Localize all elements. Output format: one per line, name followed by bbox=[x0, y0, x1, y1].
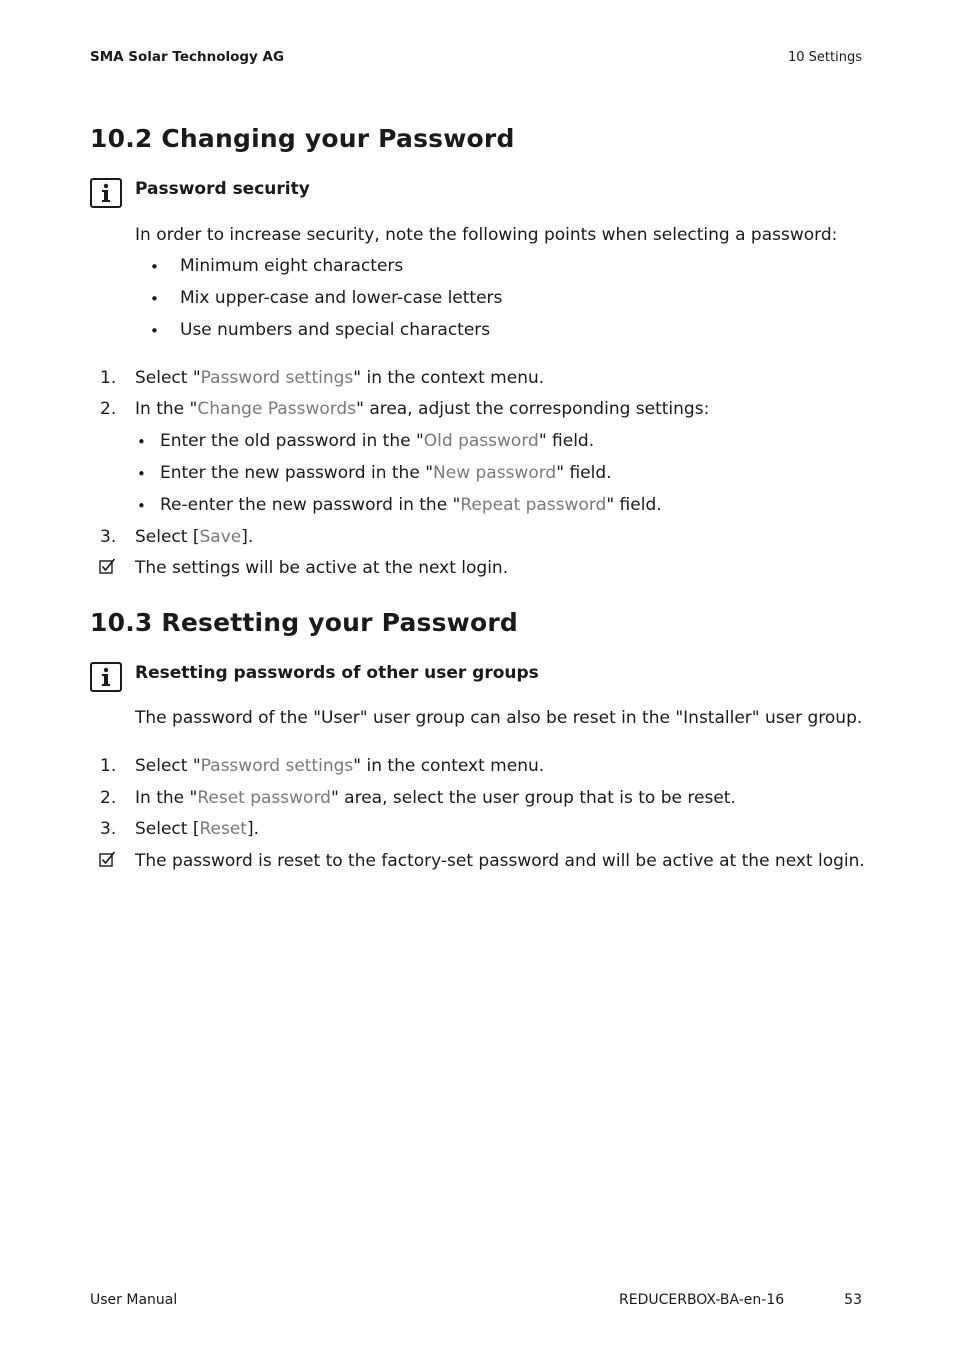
bullet-icon: • bbox=[137, 433, 146, 451]
sub-step-text: Enter the old password in the "Old password" field. bbox=[160, 431, 595, 451]
step-text: Select [Reset]. bbox=[135, 819, 260, 839]
step-text: Select [Save]. bbox=[135, 527, 254, 547]
checkbox-checked-icon bbox=[99, 558, 116, 575]
list-item: Use numbers and special characters bbox=[180, 320, 491, 340]
step-text: Select "Password settings" in the context menu. bbox=[135, 368, 545, 388]
step-text: In the "Reset password" area, select the user group that is to be reset. bbox=[135, 788, 736, 808]
section-heading: 10.2 Changing your Password bbox=[90, 124, 515, 153]
ui-term: Reset password bbox=[197, 788, 331, 808]
result-text: The password is reset to the factory-set password and will be active at the next login. bbox=[135, 851, 865, 871]
step-number: 3. bbox=[100, 819, 117, 839]
bullet-icon: • bbox=[137, 497, 146, 515]
result-text: The settings will be active at the next login. bbox=[135, 558, 509, 578]
step-text: In the "Change Passwords" area, adjust the corresponding settings: bbox=[135, 399, 710, 419]
ui-term: Password settings bbox=[200, 756, 354, 776]
sub-step-text: Enter the new password in the "New password" field. bbox=[160, 463, 612, 483]
bullet-icon: • bbox=[150, 322, 159, 340]
bullet-icon: • bbox=[150, 290, 159, 308]
bullet-icon: • bbox=[137, 465, 146, 483]
step-number: 1. bbox=[100, 368, 117, 388]
header-company: SMA Solar Technology AG bbox=[90, 49, 285, 65]
note-text: The password of the "User" user group can also be reset in the "Installer" user group. bbox=[135, 708, 863, 728]
info-icon bbox=[90, 178, 122, 208]
ui-term: Reset bbox=[199, 819, 247, 839]
step-number: 1. bbox=[100, 756, 117, 776]
info-icon bbox=[90, 662, 122, 692]
ui-term: Save bbox=[199, 527, 242, 547]
step-text: Select "Password settings" in the context menu. bbox=[135, 756, 545, 776]
list-item: Mix upper-case and lower-case letters bbox=[180, 288, 503, 308]
note-title: Resetting passwords of other user groups bbox=[135, 663, 539, 683]
step-number: 2. bbox=[100, 788, 117, 808]
list-item: Minimum eight characters bbox=[180, 256, 404, 276]
footer-doc-code: REDUCERBOX-BA-en-16 bbox=[619, 1292, 785, 1308]
checkbox-checked-icon bbox=[99, 851, 116, 868]
step-number: 3. bbox=[100, 527, 117, 547]
ui-term: New password bbox=[433, 463, 557, 483]
footer-page-number: 53 bbox=[844, 1292, 862, 1308]
ui-term: Change Passwords bbox=[197, 399, 357, 419]
step-number: 2. bbox=[100, 399, 117, 419]
sub-step-text: Re-enter the new password in the "Repeat password" field. bbox=[160, 495, 662, 515]
note-intro: In order to increase security, note the following points when selecting a password: bbox=[135, 225, 838, 245]
ui-term: Repeat password bbox=[460, 495, 607, 515]
ui-term: Password settings bbox=[200, 368, 354, 388]
footer-doc-type: User Manual bbox=[90, 1292, 178, 1308]
ui-term: Old password bbox=[423, 431, 539, 451]
bullet-icon: • bbox=[150, 258, 159, 276]
section-heading: 10.3 Resetting your Password bbox=[90, 608, 518, 637]
header-chapter: 10 Settings bbox=[788, 50, 862, 65]
note-title: Password security bbox=[135, 179, 310, 199]
